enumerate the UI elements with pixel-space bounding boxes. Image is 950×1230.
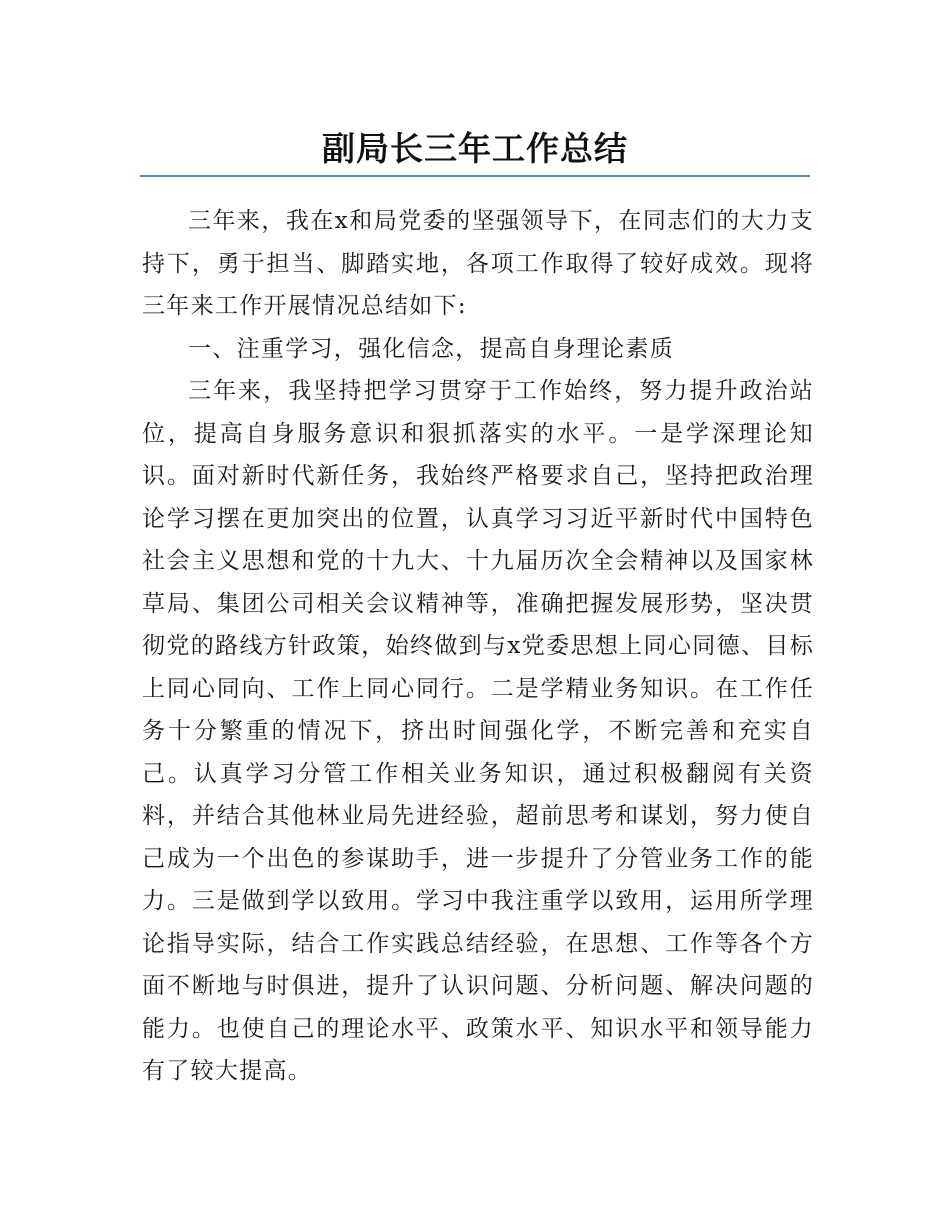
section-paragraph: 三年来，我坚持把学习贯穿于工作始终，努力提升政治站位，提高自身服务意识和狠抓落实的水平。一是学深理论知识。面对新时代新任务，我始终严格要求自己，坚持把政治理论学习摆在更加突出的位置，认真学习习近平新时代中国特色社会主义思想和党的十九大、十九届历次全会精神以及国家林草局、集团公司相关会议精神等，准确把握发展形势，坚决贯彻党的路线方针政策，始终做到与x党委思想上同心同德、目标上同心同向、工作上同心同行。二是学精业务知识。在工作任务十分繁重的情况下，挤出时间强化学，不断完善和充实自己。认真学习分管工作相关业务知识，通过积极翻阅有关资料，并结合其他林业局先进经验，超前思考和谋划，努力使自己成为一个出色的参谋助手，进一步提升了分管业务工作的能力。三是做到学以致用。学习中我注重学以致用，运用所学理论指导实际，结合工作实践总结经验，在思想、工作等各个方面不断地与时俱进，提升了认识问题、分析问题、解决问题的能力。也使自己的理论水平、政策水平、知识水平和领导能力有了较大提高。 [142,378,814,1084]
title-divider [140,175,810,177]
document-title: 副局长三年工作总结 [322,129,628,168]
section-heading: 一、注重学习，强化信念，提高自身理论素质 [188,335,674,362]
document-body [142,200,814,1093]
intro-paragraph: 三年来，我在x和局党委的坚强领导下，在同志们的大力支持下，勇于担当、脚踏实地，各项工作取得了较好成效。现将三年来工作开展情况总结如下: [142,208,814,319]
